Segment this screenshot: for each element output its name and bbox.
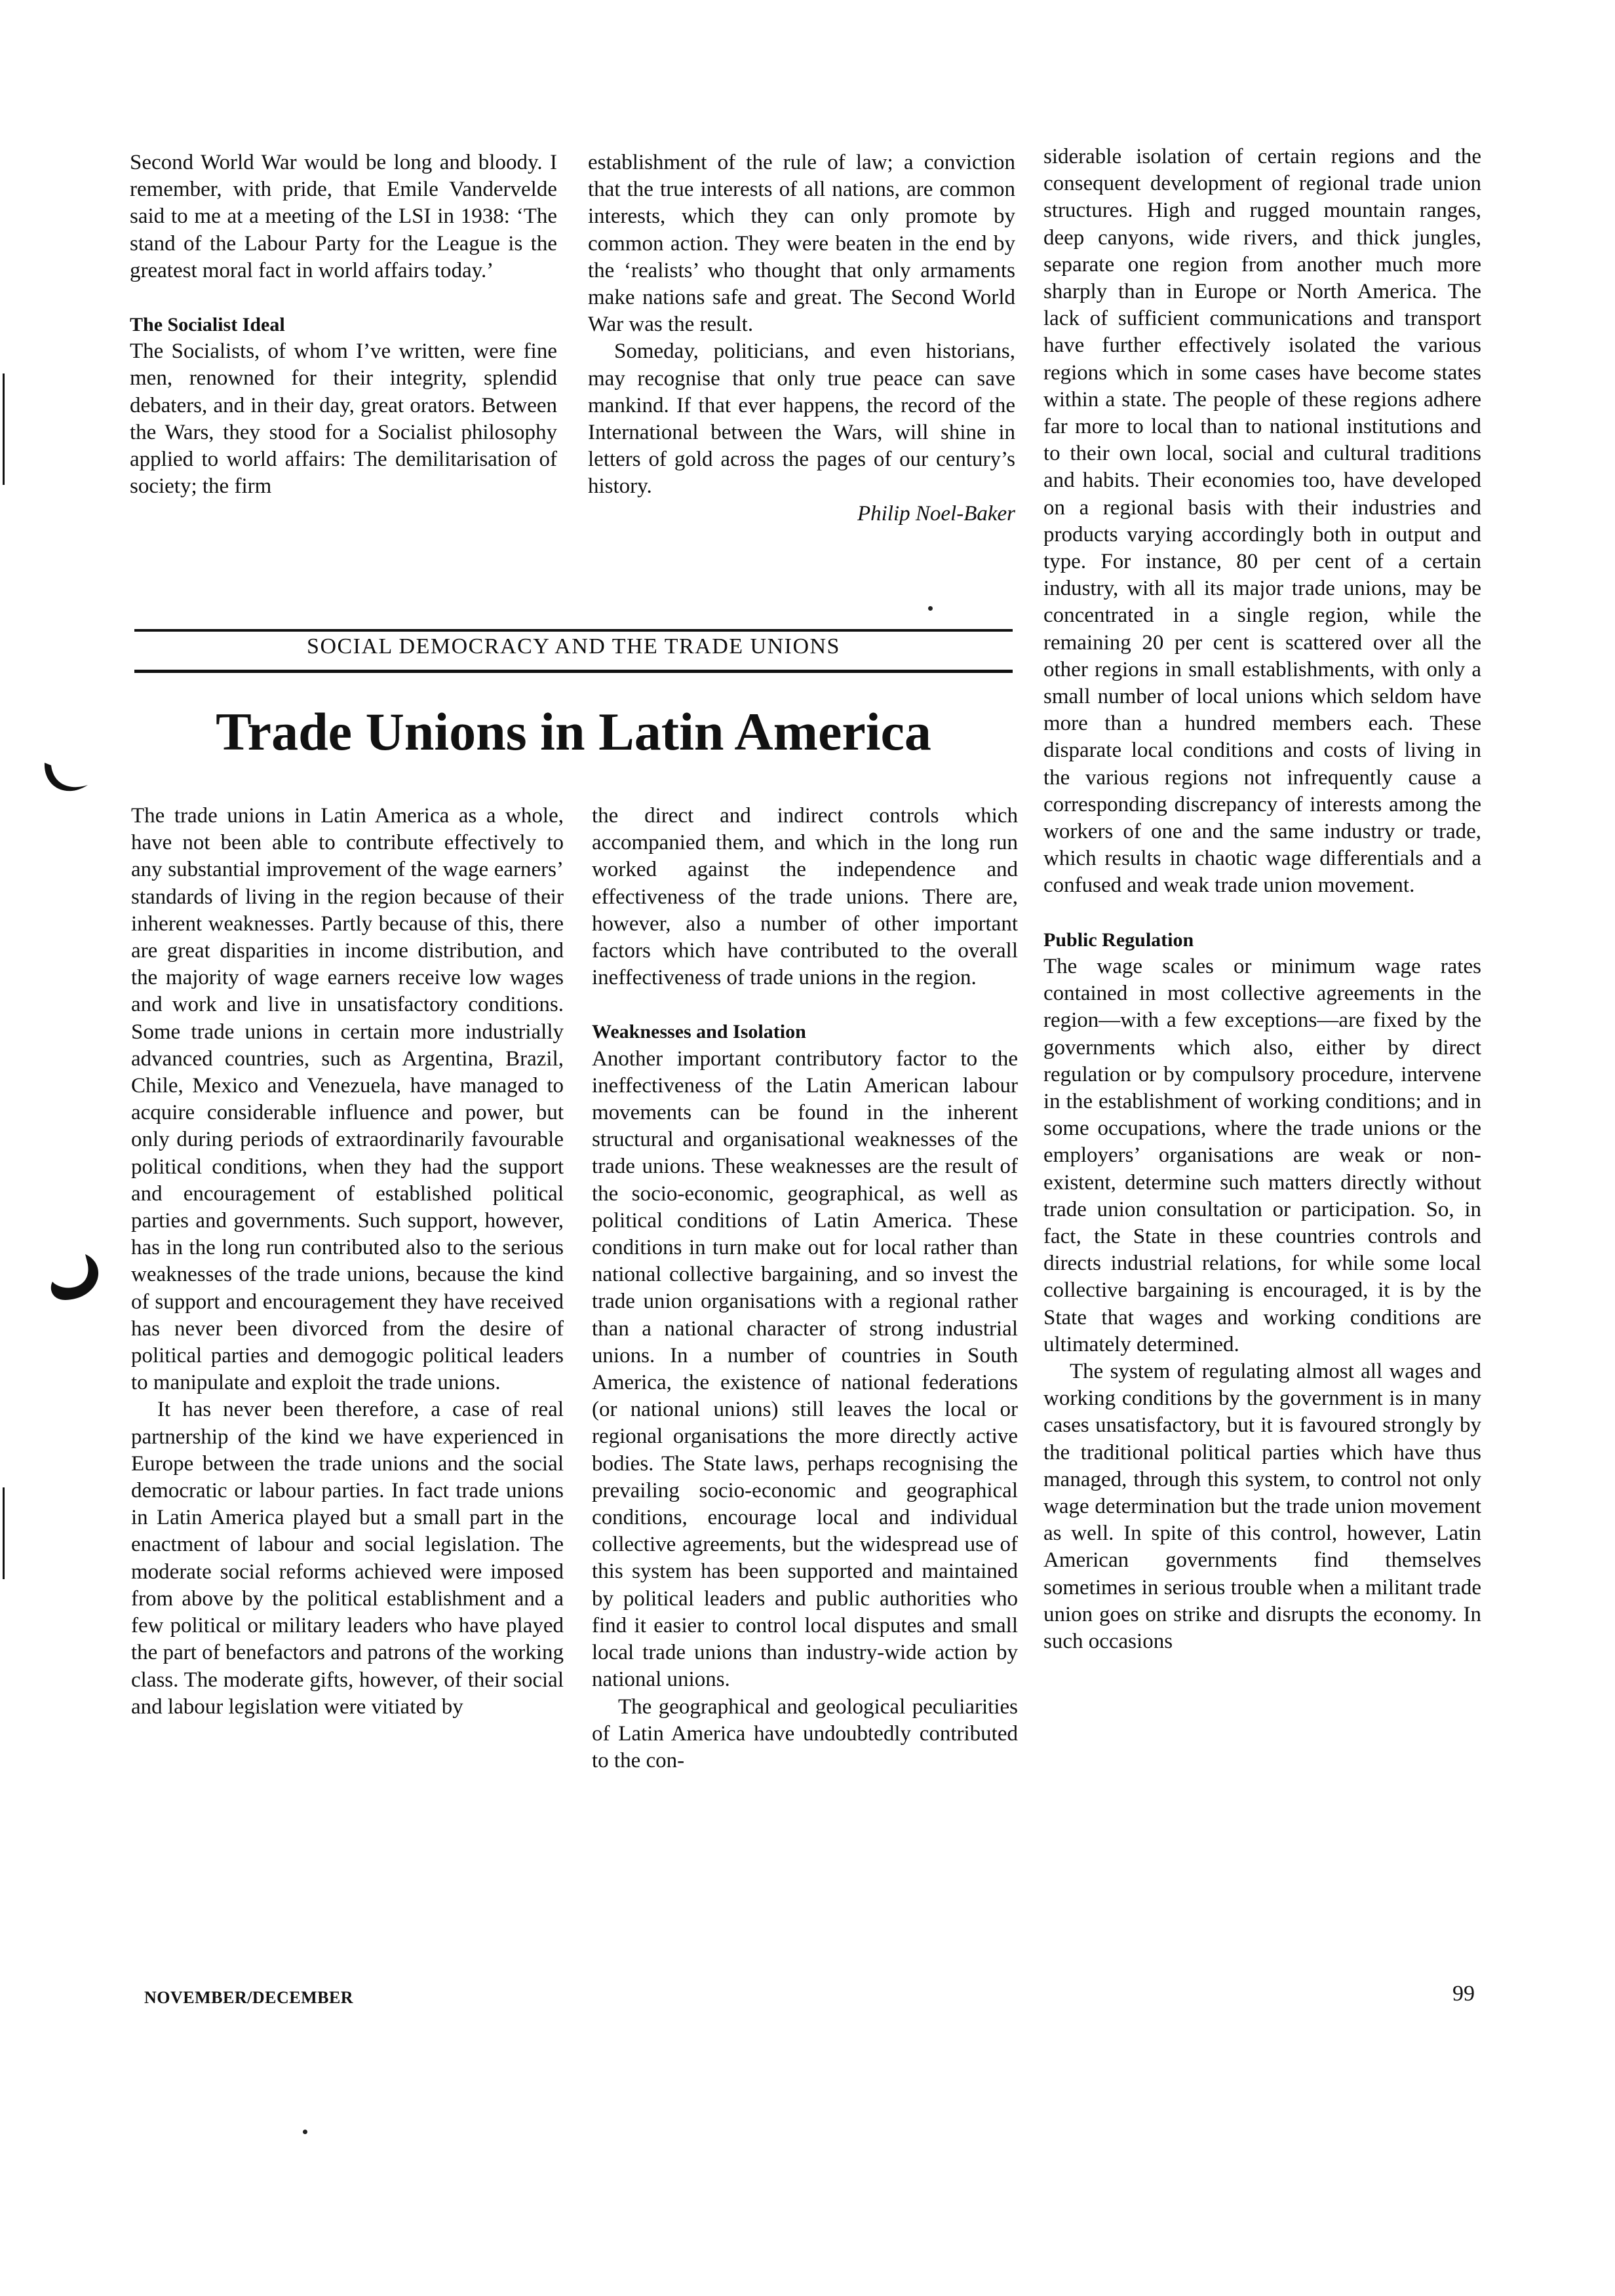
paragraph: The wage scales or minimum wage rates contained in most collective agreements in the region—with a few exceptions—are fixed by the governments which also, either by direct regulation or by compulsory procedure, intervene in the establishment of working conditions; and in some occupations, where the trade unions or the employers’ organisations are weak or non-existent, determine such matters directly without trade union consultation or participation. So, in fact, the State in these countries controls and directs industrial relations, for while some local collective bargaining is encouraged, it is by the State that wages and working conditions are ultimately determined. (1043, 954, 1481, 1356)
binding-edge-mark (3, 1487, 5, 1579)
ink-speck (928, 606, 933, 611)
article-column-1 (131, 803, 564, 1721)
section-rule-bottom (134, 670, 1013, 673)
paragraph: The Socialists, of whom I’ve written, were fine men, renowned for their integrity, splendid debaters, and in their day, great orators. Between the Wars, they stood for a Socialist philosophy applied to world affairs: The demilitarisation of society; the firm (130, 339, 557, 499)
paragraph: siderable isolation of certain regions and the consequent development of regional trade union structures. High and rugged mountain ranges, deep canyons, wide rivers, and thick jungles, separate one region from another much more sharply than in Europe or North America. The lack of sufficient communications and transport have further effectively isolated the various regions which in some cases have become states within a state. The people of these regions adhere far more to local than to national institutions and to their own local, social and cultural traditions and habits. Their economies too, have developed on a regional basis with their industries and products varying accordingly both in output and type. For instance, 80 per cent of a certain industry, with all its major trade unions, may be concentrated in a single region, while the remaining 20 per cent is scattered over all the other regions in small establishments, with only a small number of local unions which seldom have more than a hundred members each. These disparate local conditions and costs of living in the various regions not infrequently cause a corresponding discrepancy of interests among the workers of one and the same industry or trade, which results in chaotic wage differentials and a confused and weak trade union movement. (1043, 145, 1481, 898)
paragraph: Second World War would be long and bloody. I remember, with pride, that Emile Vandervelde said to me at a meeting of the LSI in 1938: ‘The stand of the Labour Party for the League is the greatest moral fact in world affairs today.’ (130, 151, 557, 282)
article-title: Trade Unions in Latin America (216, 702, 931, 761)
punch-hole-mark-icon (39, 760, 92, 806)
binding-edge-mark (3, 373, 5, 485)
paragraph: The geographical and geological peculiarities of Latin America have undoubtedly contributed to the con- (592, 1694, 1018, 1772)
paragraph: It has never been therefore, a case of real partnership of the kind we have experienced in Europe between the trade unions and the social democratic or labour parties. In fact trade unions in Latin America played but a small part in the enactment of labour and social legislation. The moderate social reforms achieved were imposed from above by the political establishment and a few political or military leaders who have played the part of benefactors and patrons of the working class. The moderate gifts, however, of their social and labour legislation were vitiated by (131, 1398, 564, 1719)
paragraph: The trade unions in Latin America as a whole, have not been able to contribute effectively to any substantial improvement of the wage earners’ standards of living in the region because of their inherent weaknesses. Partly because of this, there are great disparities in income distribution, and the majority of wage earners receive low wages and work and live in unsatisfactory conditions. Some trade unions in certain more industrially advanced countries, such as Argentina, Brazil, Chile, Mexico and Venezuela, have managed to acquire considerable influence and power, but only during periods of extraordinarily favourable political conditions, when they had the support and encouragement of established political parties and governments. Such support, however, has in the long run contributed also to the serious weaknesses of the trade unions, because the kind of support and encouragement they have received has never been divorced from the desire of political parties and demogogic political leaders to manipulate and exploit the trade unions. (131, 804, 564, 1395)
paragraph: Another important contributory factor to the ineffectiveness of the Latin American labour movements can be found in the inherent structural and organisational weaknesses of the trade unions. These weaknesses are the result of the socio-economic, geographical, as well as political conditions of Latin America. These conditions in turn make out for local rather than national collective bargaining, and so invest the trade union organisations with a regional rather than a national character of strong industrial unions. In a number of countries in South America, the existence of national federations (or national unions) still leaves the local or regional organisations the more directly active bodies. The State laws, perhaps recognising the prevailing socio-economic and geographical conditions, encourage local and individual collective agreements, but the widespread use of this system has been supported and maintained by political leaders and public authorities who find it easier to control local disputes and small local trade unions than industry-wide action by national unions. (592, 1046, 1018, 1692)
paragraph: Someday, politicians, and even historians, may recognise that only true peace can save mankind. If that ever happens, the record of the International between the Wars, will shine in letters of gold across the pages of our century’s history. (588, 339, 1015, 499)
page-number: 99 (1452, 1981, 1475, 2006)
author-signature: Philip Noel-Baker (857, 501, 1015, 526)
subheading: Public Regulation (1043, 928, 1194, 951)
paragraph: establishment of the rule of law; a conviction that the true interests of all nations, are common interests, which they can only promote by common action. They were beaten in the end by the ‘realists’ who thought that only armaments make nations safe and great. The Second World War was the result. (588, 151, 1015, 337)
section-label: SOCIAL DEMOCRACY AND THE TRADE UNIONS (307, 634, 840, 659)
top-column-2 (588, 149, 1015, 527)
ink-speck (303, 2130, 307, 2134)
footer-issue: NOVEMBER/DECEMBER (144, 1988, 354, 2007)
article-column-3 (1043, 144, 1481, 1655)
subheading: The Socialist Ideal (130, 314, 285, 336)
top-column-1 (130, 149, 557, 500)
section-rule-top (134, 629, 1013, 632)
subheading: Weaknesses and Isolation (592, 1021, 806, 1043)
paragraph: The system of regulating almost all wages and working conditions by the government is in many cases unsatisfactory, but it is favoured strongly by the traditional political parties which have thus managed, through this system, to control not only wage determination but the trade union movement as well. In spite of this control, however, Latin American governments find themselves sometimes in serious trouble when a militant trade union goes on strike and disrupts the economy. In such occasions (1043, 1359, 1481, 1653)
article-column-2 (592, 803, 1018, 1774)
punch-hole-mark-icon (46, 1252, 105, 1304)
paragraph: the direct and indirect controls which accompanied them, and which in the long run worked against the independence and effectiveness of the trade unions. There are, however, also a number of other important factors which have contributed to the overall ineffectiveness of trade unions in the region. (592, 804, 1018, 990)
